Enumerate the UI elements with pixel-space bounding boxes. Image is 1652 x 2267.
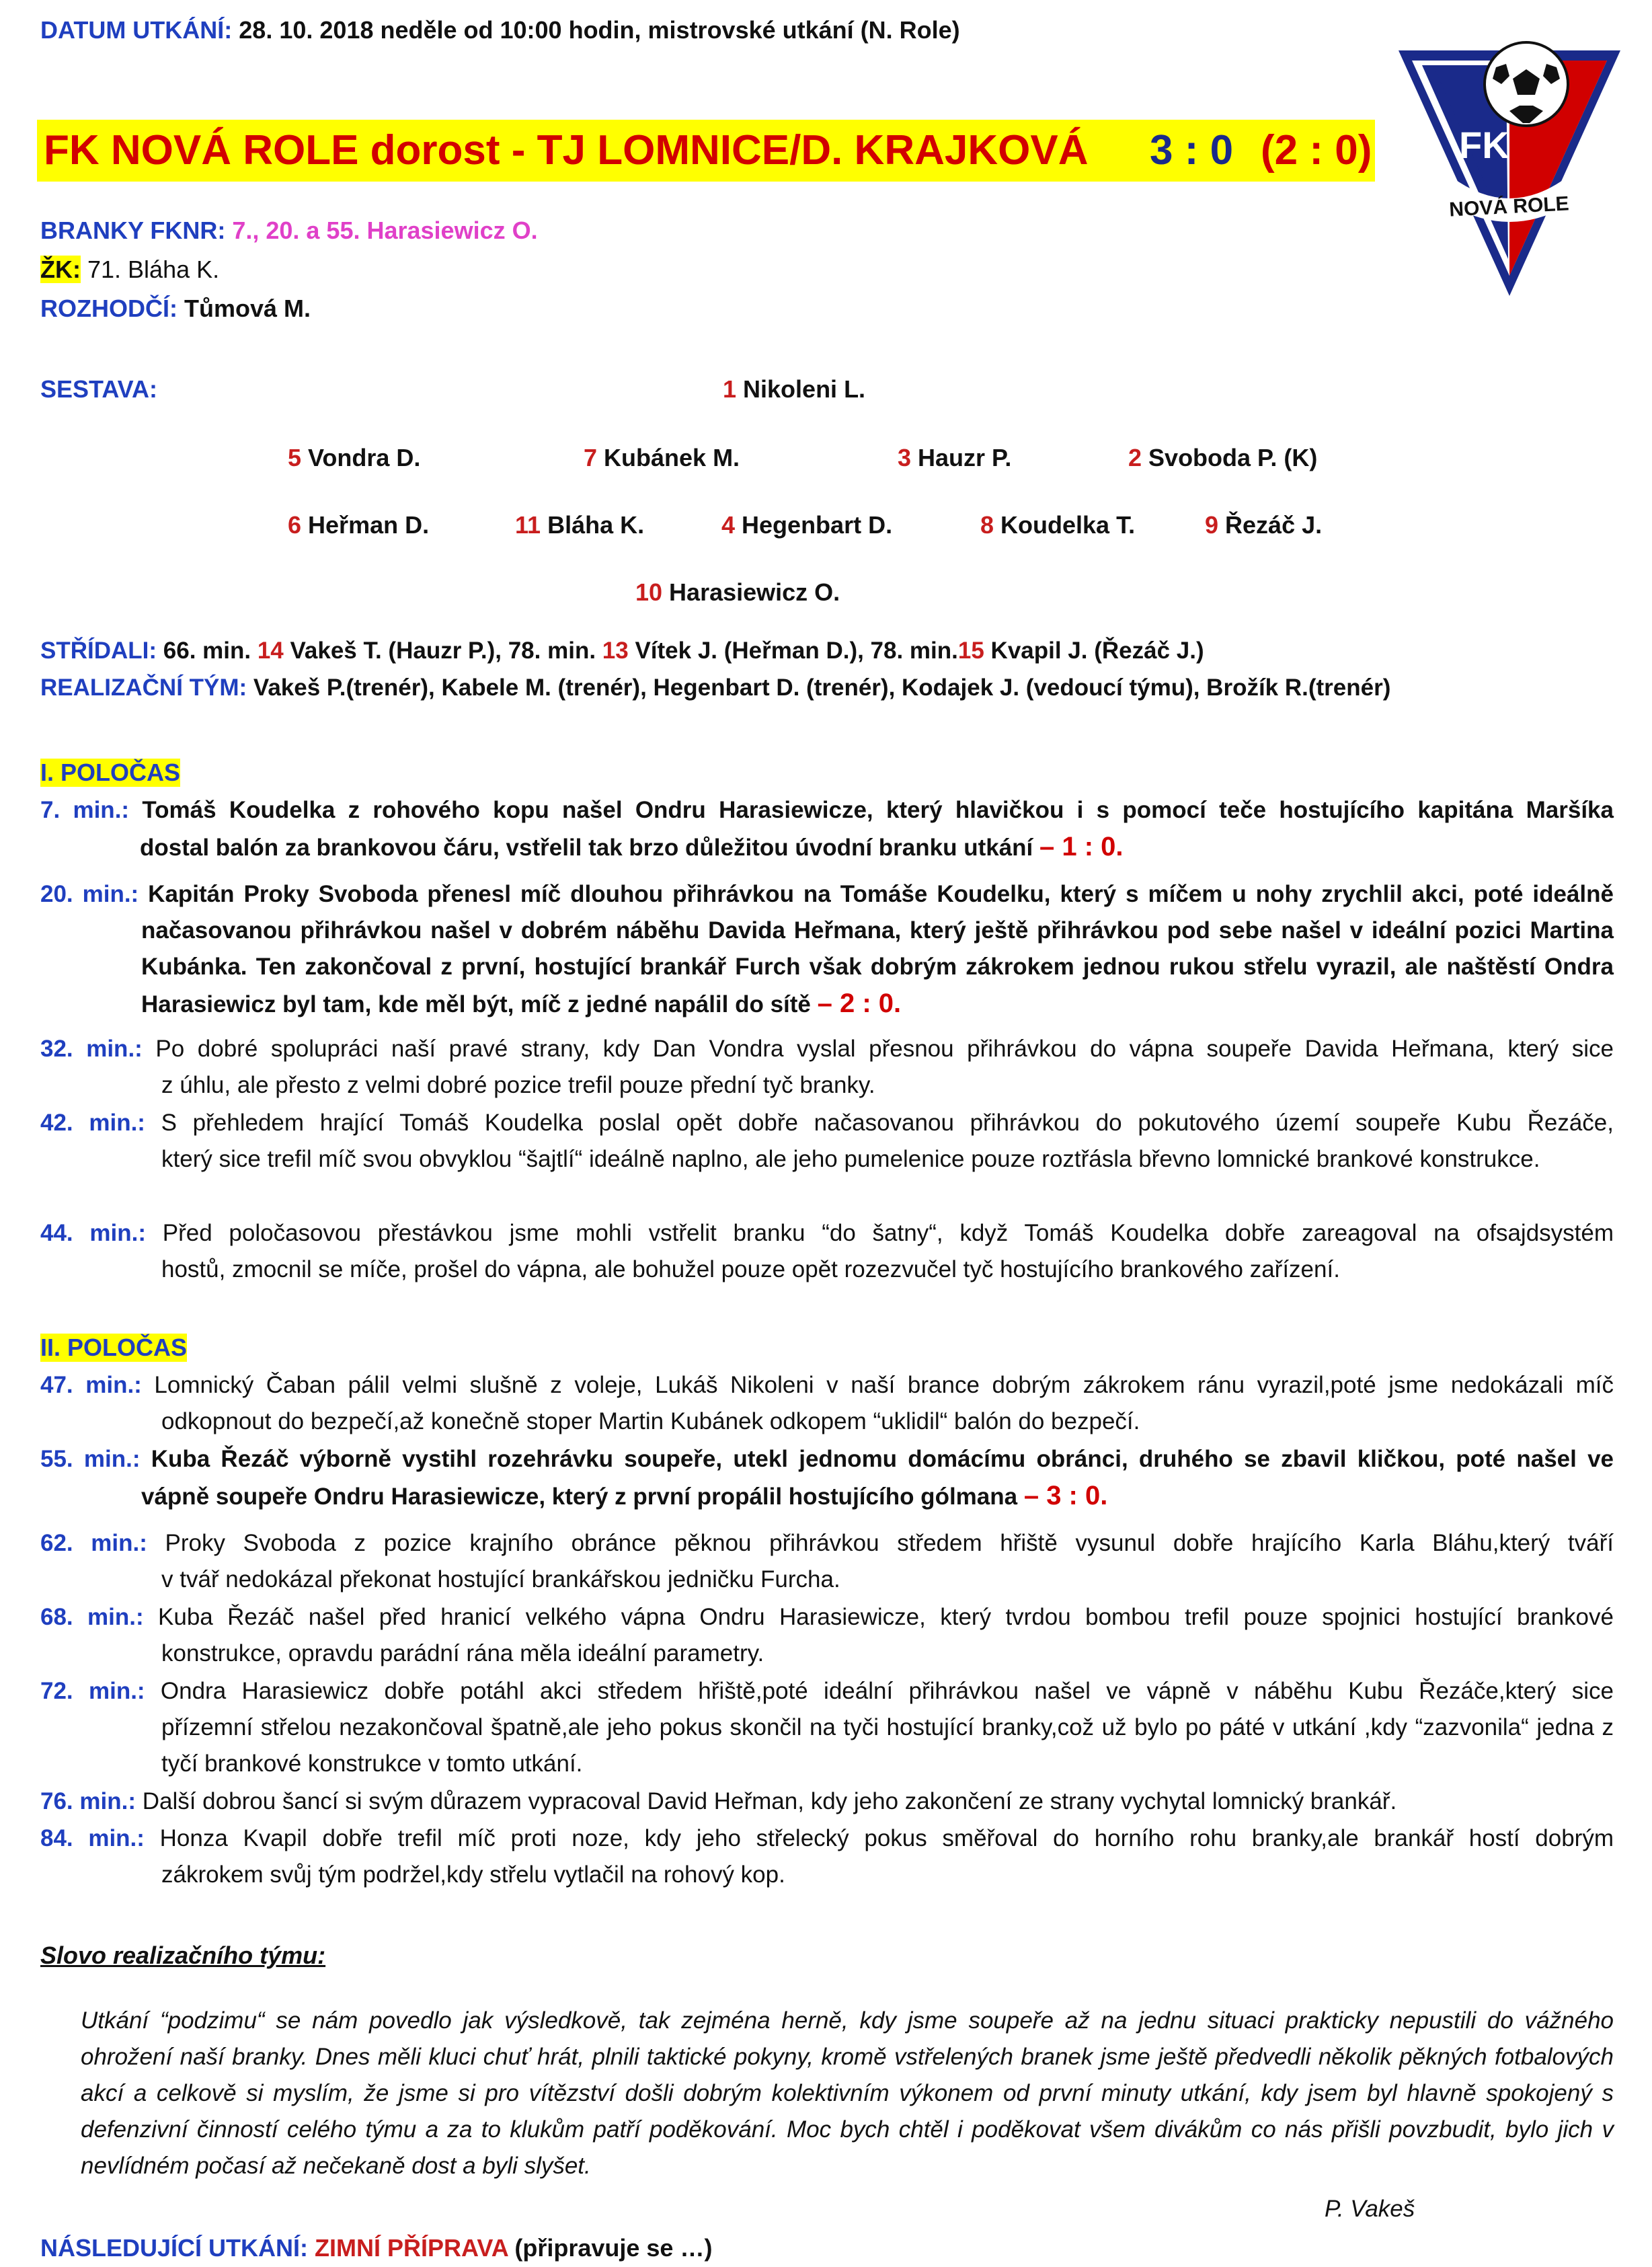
lineup-player: 10 Harasiewicz O. — [635, 578, 840, 606]
yellow-cards-line: ŽK: 71. Bláha K. — [40, 256, 220, 283]
match-event: 72. min.: Ondra Harasiewicz dobře potáhl akci středem hřiště,poté ideální přihrávkou našel ve vápně v náběhu Kubu Řezáče,který sice přízemní střelou nezakončoval špatně,ale jeho pokus skončil na tyči hostující branky,což už bylo po páté v utkání ,kdy “zazvonila“ jedna z tyčí brankové konstrukce v tomto utkání. — [40, 1678, 1614, 1777]
logo-fk-text: FK — [1459, 124, 1509, 166]
lineup-player: 9 Řezáč J. — [1205, 511, 1323, 539]
staff-line: REALIZAČNÍ TÝM: Vakeš P.(trenér), Kabele M. (trenér), Hegenbart D. (trenér), Kodajek J. (vedoucí týmu), Brožík R.(trenér) — [40, 675, 1391, 701]
match-event: 7. min.: Tomáš Koudelka z rohového kopu našel Ondru Harasiewicze, který hlavičkou i s pomocí teče hostujícího kapitána Maršíka dostal balón za brankovou čáru, vstřelil tak brzo důležitou úvodní branku utkání – 1 : 0. — [40, 797, 1614, 861]
final-score: 3 : 0 — [1150, 127, 1234, 174]
lineup-player: 8 Koudelka T. — [980, 511, 1136, 539]
match-date: DATUM UTKÁNÍ: 28. 10. 2018 neděle od 10:00 hodin, mistrovské utkání (N. Role) — [40, 16, 960, 44]
match-event: 62. min.: Proky Svoboda z pozice krajního obránce pěknou přihrávkou středem hřiště vysunul dobře hrajícího Karla Bláhu,který tváří v tvář nedokázal překonat hostující brankářskou jedničku Furcha. — [40, 1530, 1614, 1592]
match-event: 44. min.: Před poločasovou přestávkou jsme mohli vstřelit branku “do šatny“, když Tomáš Koudelka dobře zareagoval na ofsajdsystém hostů, zmocnil se míče, prošel do vápna, ale bohužel pouze opět rozezvučel tyč hostujícího brankového zařízení. — [40, 1220, 1614, 1282]
first-half-heading: I. POLOČAS — [40, 759, 181, 786]
match-event: 32. min.: Po dobré spolupráci naší pravé strany, kdy Dan Vondra vyslal přesnou přihrávkou do vápna soupeře Davida Heřmana, který sice z úhlu, ale přesto z velmi dobré pozice trefil pouze přední tyč branky. — [40, 1036, 1614, 1098]
match-teams: FK NOVÁ ROLE dorost - TJ LOMNICE/D. KRAJKOVÁ — [44, 127, 1089, 174]
halftime-score: (2 : 0) — [1261, 127, 1372, 174]
lineup-player: 1 Nikoleni L. — [723, 375, 866, 403]
goals-line: BRANKY FKNR: 7., 20. a 55. Harasiewicz O. — [40, 217, 538, 244]
club-logo — [1395, 37, 1624, 299]
signature: P. Vakeš — [1325, 2196, 1415, 2222]
lineup-player: 4 Hegenbart D. — [721, 511, 893, 539]
staff-comment-text: Utkání “podzimu“ se nám povedlo jak výsledkově, tak zejména herně, kdy jsme soupeře až na jednu situaci prakticky nepustili do vážného ohrožení naší branky. Dnes měli kluci chuť hrát, plnili taktické pokyny, kromě vstřelených branek jsme ještě předvedli několik pěkných fotbalových akcí a celkově si myslím, že jsme si pro vítězství došli dobrým kolektivním výkonem od první minuty utkání, kdy jsem byl hlavně spokojený s defenzivní činností celého týmu a za to klukům patří poděkování. Moc bych chtěl i poděkovat všem divákům co nás přišli povzbudit, bylo jich v nevlídném počasí až nečekaně dost a byli slyšet. — [81, 2007, 1614, 2179]
match-event: 42. min.: S přehledem hrající Tomáš Koudelka poslal opět dobře načasovanou přihrávkou do pokutového území soupeře Kubu Řezáče, který sice trefil míč svou obvyklou “šajtlí“ ideálně naplno, ale jeho pumelenice pouze roztřásla břevno lomnické brankové konstrukce. — [40, 1110, 1614, 1172]
match-event: 20. min.: Kapitán Proky Svoboda přenesl míč dlouhou přihrávkou na Tomáše Koudelku, který s míčem u nohy zrychlil akci, poté ideálně načasovanou přihrávkou našel v dobrém náběhu Davida Heřmana, který ještě přihrávkou pod sebe našel v ideální pozici Martina Kubánka. Ten zakončoval z první, hostující brankář Furch však dobrým zákrokem jednou rukou střelu vyrazil, ale naštěstí Ondra Harasiewicz byl tam, kde měl být, míč z jedné napálil do sítě – 2 : 0. — [40, 881, 1614, 1018]
match-event: 68. min.: Kuba Řezáč našel před hranicí velkého vápna Ondru Harasiewicze, který tvrdou bombou trefil pouze spojnici hostující brankové konstrukce, opravdu parádní rána měla ideální parametry. — [40, 1604, 1614, 1666]
match-title — [37, 120, 1375, 182]
lineup-player: 7 Kubánek M. — [584, 444, 740, 471]
referee-line: ROZHODČÍ: Tůmová M. — [40, 295, 311, 322]
lineup-player: 5 Vondra D. — [288, 444, 421, 471]
lineup-player: 6 Heřman D. — [288, 511, 430, 539]
match-event: 55. min.: Kuba Řezáč výborně vystihl rozehrávku soupeře, utekl jednomu domácímu obránci, druhého se zbavil kličkou, poté našel ve vápně soupeře Ondru Harasiewicze, který z první propálil hostujícího gólmana – 3 : 0. — [40, 1446, 1614, 1510]
lineup-player: 2 Svoboda P. (K) — [1128, 444, 1318, 471]
second-half-heading: II. POLOČAS — [40, 1334, 188, 1361]
lineup-player: 11 Bláha K. — [515, 511, 645, 539]
lineup-player: 3 Hauzr P. — [898, 444, 1012, 471]
logo-nova-role-text: NOVÁ ROLE — [1448, 192, 1570, 221]
substitutions-line: STŘÍDALI: 66. min. 14 Vakeš T. (Hauzr P.), 78. min. 13 Vítek J. (Heřman D.), 78. min.15 Kvapil J. (Řezáč J.) — [40, 638, 1204, 664]
next-match-line: NÁSLEDUJÍCÍ UTKÁNÍ: ZIMNÍ PŘÍPRAVA (připravuje se …) — [40, 2234, 713, 2262]
match-event: 84. min.: Honza Kvapil dobře trefil míč proti noze, kdy jeho střelecký pokus směřoval do horního rohu branky,ale brankář hostí dobrým zákrokem svůj tým podržel,kdy střelu vytlačil na rohový kop. — [40, 1825, 1614, 1888]
match-event: 76. min.: Další dobrou šancí si svým důrazem vypracoval David Heřman, kdy jeho zakončení ze strany vychytal lomnický brankář. — [40, 1788, 1397, 1814]
staff-comment-heading: Slovo realizačního týmu: — [40, 1942, 326, 1969]
match-event: 47. min.: Lomnický Čaban pálil velmi slušně z voleje, Lukáš Nikoleni v naší brance dobrým zákrokem ránu vyrazil,poté jsme nedokázali míč odkopnout do bezpečí,až konečně stoper Martin Kubánek odkopem “uklidil“ balón do bezpečí. — [40, 1372, 1614, 1434]
lineup-label: SESTAVA: — [40, 375, 158, 403]
